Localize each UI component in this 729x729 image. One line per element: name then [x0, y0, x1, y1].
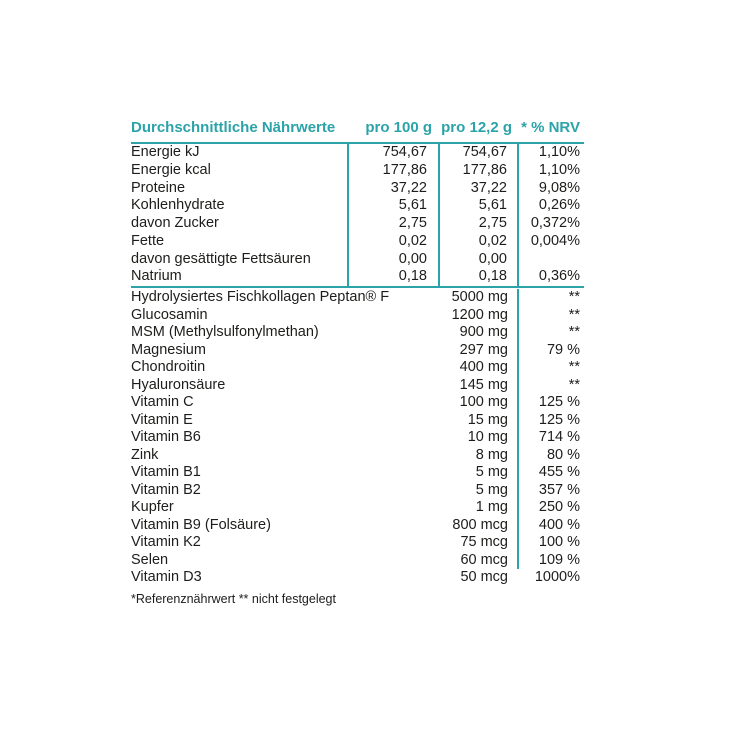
value-nrv: 1,10% [517, 162, 584, 180]
value-nrv: 0,372% [517, 215, 584, 233]
value-nrv: 100 % [517, 534, 584, 552]
table-header-row [131, 119, 584, 144]
table-row [131, 180, 584, 198]
ingredient-section [131, 288, 584, 587]
nutrient-label: Natrium [131, 268, 182, 285]
ingredient-amount: 10 mg [467, 429, 508, 445]
value-nrv: 9,08% [517, 180, 584, 198]
ingredient-label: Selen [131, 551, 169, 568]
table-row [131, 447, 584, 465]
table-footnote: *Referenznährwert ** nicht festgelegt [131, 591, 336, 606]
nutrient-label: davon gesättigte Fettsäuren [131, 250, 311, 267]
value-per-serving: 177,86 [438, 162, 517, 180]
value-nrv [517, 251, 584, 269]
ingredient-label: Hydrolysiertes Fischkollagen Peptan® F [131, 289, 390, 305]
nutrient-label: Energie kJ [131, 144, 200, 160]
ingredient-label: Vitamin B1 [131, 464, 201, 480]
macro-section [131, 144, 584, 288]
value-per-100g: 754,67 [347, 144, 438, 162]
nutrient-label: Energie kcal [131, 161, 211, 178]
ingredient-amount: 5 mg [475, 464, 508, 480]
table-row [131, 517, 584, 535]
table-row [131, 394, 584, 412]
ingredient-label: Hyaluronsäure [131, 376, 226, 393]
table-row [131, 233, 584, 251]
value-nrv: 80 % [517, 447, 584, 465]
nutrient-label: Kohlenhydrate [131, 197, 225, 214]
value-per-serving: 0,00 [438, 251, 517, 269]
value-nrv: 125 % [517, 394, 584, 412]
table-row [131, 377, 584, 395]
ingredient-amount: 100 mg [459, 394, 508, 410]
value-nrv: 250 % [517, 499, 584, 517]
value-nrv: ** [517, 289, 584, 307]
ingredient-label: Vitamin E [131, 411, 193, 428]
ingredient-amount: 5000 mg [451, 289, 508, 305]
value-per-100g: 0,18 [347, 268, 438, 286]
value-per-serving: 0,18 [438, 268, 517, 286]
value-per-serving: 37,22 [438, 180, 517, 198]
value-nrv: 125 % [517, 412, 584, 430]
value-per-100g: 37,22 [347, 180, 438, 198]
value-nrv: 714 % [517, 429, 584, 447]
value-nrv: 1,10% [517, 144, 584, 162]
ingredient-amount: 75 mcg [460, 534, 508, 550]
value-per-serving: 754,67 [438, 144, 517, 162]
ingredient-label: Vitamin B2 [131, 481, 201, 498]
table-row [131, 569, 584, 587]
value-per-serving: 5,61 [438, 197, 517, 215]
nutrient-label: Proteine [131, 179, 186, 196]
ingredient-amount: 1 mg [475, 499, 508, 515]
ingredient-label: Vitamin D3 [131, 569, 202, 585]
ingredient-label: Zink [131, 446, 159, 463]
table-row [131, 534, 584, 552]
table-row [131, 197, 584, 215]
table-row [131, 499, 584, 517]
ingredient-label: Glucosamin [131, 306, 208, 323]
ingredient-amount: 297 mg [459, 341, 508, 358]
value-nrv: ** [517, 359, 584, 377]
value-nrv: ** [517, 307, 584, 325]
table-row [131, 162, 584, 180]
table-row [131, 251, 584, 269]
table-row [131, 289, 584, 307]
value-nrv: ** [517, 377, 584, 395]
ingredient-amount: 400 mg [459, 359, 508, 375]
column-header-per-serving: pro 12,2 g [441, 119, 512, 136]
ingredient-label: Vitamin B9 (Folsäure) [131, 516, 271, 533]
column-header-nrv: * % NRV [521, 119, 580, 136]
ingredient-label: Chondroitin [131, 359, 206, 375]
ingredient-amount: 50 mcg [460, 569, 508, 585]
ingredient-amount: 800 mcg [452, 516, 508, 533]
ingredient-label: Magnesium [131, 341, 206, 358]
ingredient-label: Kupfer [131, 499, 174, 515]
value-per-100g: 0,02 [347, 233, 438, 251]
value-nrv: 1000% [534, 569, 580, 585]
ingredient-amount: 900 mg [459, 324, 508, 340]
ingredient-amount: 145 mg [459, 376, 508, 393]
table-row [131, 429, 584, 447]
value-nrv: 0,004% [517, 233, 584, 251]
value-per-100g: 5,61 [347, 197, 438, 215]
value-per-serving: 2,75 [438, 215, 517, 233]
value-per-100g: 177,86 [347, 162, 438, 180]
ingredient-amount: 5 mg [475, 481, 508, 498]
table-row [131, 482, 584, 500]
value-nrv: 455 % [517, 464, 584, 482]
value-per-100g: 0,00 [347, 251, 438, 269]
table-row [131, 412, 584, 430]
value-nrv: 0,26% [517, 197, 584, 215]
table-row [131, 464, 584, 482]
table-row [131, 268, 584, 286]
column-header-per-100g: pro 100 g [365, 119, 432, 136]
value-nrv: ** [517, 324, 584, 342]
ingredient-label: Vitamin C [131, 394, 194, 410]
value-nrv: 79 % [517, 342, 584, 360]
value-nrv: 109 % [517, 552, 584, 570]
value-nrv: 357 % [517, 482, 584, 500]
nutrient-label: davon Zucker [131, 215, 219, 231]
table-row [131, 552, 584, 570]
table-row [131, 215, 584, 233]
table-title: Durchschnittliche Nährwerte [131, 119, 336, 136]
ingredient-label: Vitamin K2 [131, 534, 201, 550]
value-nrv: 0,36% [517, 268, 584, 286]
ingredient-label: Vitamin B6 [131, 429, 201, 445]
nutrient-label: Fette [131, 232, 165, 249]
table-row [131, 307, 584, 325]
nutrition-table [131, 119, 584, 607]
ingredient-label: MSM (Methylsulfonylmethan) [131, 324, 319, 340]
table-row [131, 144, 584, 162]
value-per-100g: 2,75 [347, 215, 438, 233]
ingredient-amount: 60 mcg [460, 551, 508, 568]
table-row [131, 324, 584, 342]
table-row [131, 342, 584, 360]
ingredient-amount: 15 mg [467, 411, 508, 428]
value-per-serving: 0,02 [438, 233, 517, 251]
value-nrv: 400 % [517, 517, 584, 535]
ingredient-amount: 8 mg [475, 446, 508, 463]
table-row [131, 359, 584, 377]
ingredient-amount: 1200 mg [451, 306, 508, 323]
